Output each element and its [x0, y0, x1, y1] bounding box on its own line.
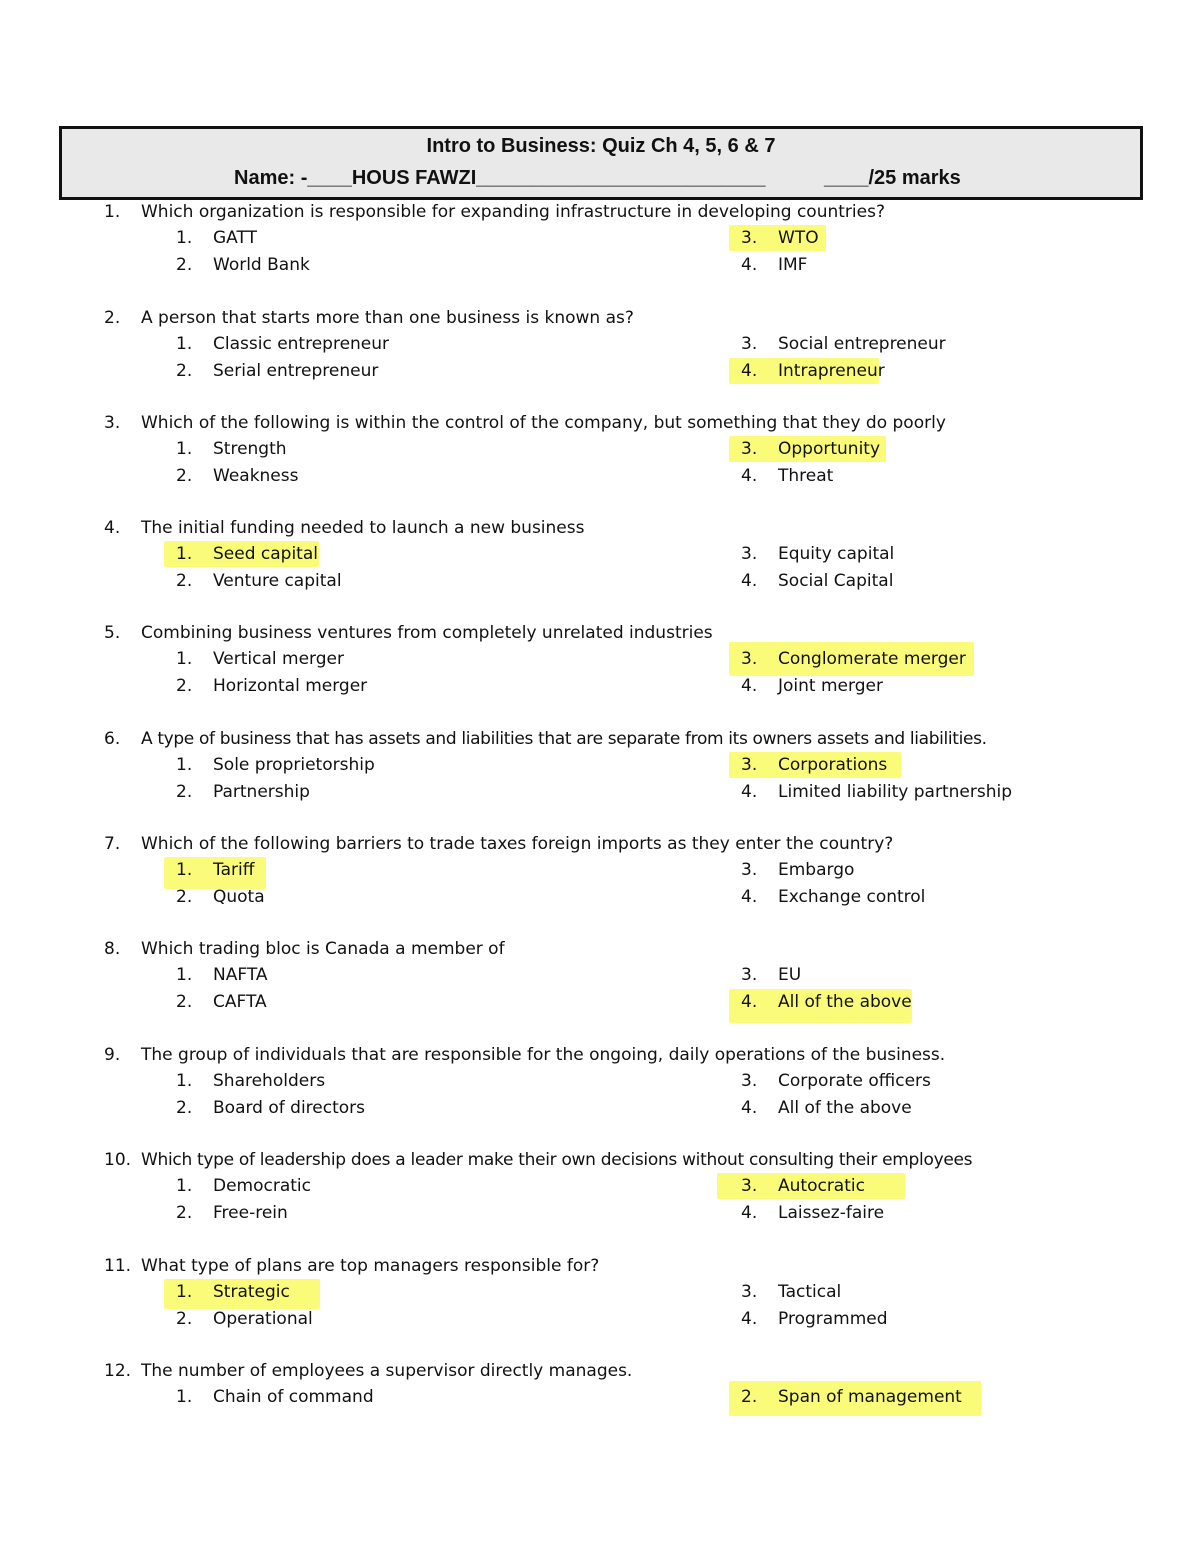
option-text: CAFTA: [213, 992, 267, 1012]
question-11: [0, 1253, 1200, 1353]
option-text: Social entrepreneur: [778, 334, 946, 354]
option-2-highlighted: [729, 1381, 981, 1416]
option-1-highlighted: [164, 1279, 320, 1309]
option-text: Joint merger: [778, 676, 883, 696]
question-text: Which organization is responsible for expanding infrastructure in developing countries?: [141, 202, 885, 222]
option-number: 1.: [176, 1387, 193, 1407]
option-number: 3.: [741, 649, 758, 669]
option-3-highlighted: [729, 225, 826, 251]
question-number: 6.: [104, 729, 121, 749]
question-10: [0, 1147, 1200, 1247]
option-text: All of the above: [778, 1098, 912, 1118]
option-text: All of the above: [778, 992, 912, 1012]
option-number: 2.: [176, 887, 193, 907]
question-text: The group of individuals that are responsible for the ongoing, daily operations of the business.: [141, 1045, 946, 1065]
option-text: Classic entrepreneur: [213, 334, 390, 354]
option-number: 1.: [176, 544, 193, 564]
option-number: 3.: [741, 228, 758, 248]
question-6: [0, 726, 1200, 826]
option-number: 3.: [741, 860, 758, 880]
option-text: Quota: [213, 887, 265, 907]
option-text: Limited liability partnership: [778, 782, 1012, 802]
option-text: Shareholders: [213, 1071, 326, 1091]
option-number: 2.: [176, 466, 193, 486]
question-number: 10.: [104, 1150, 132, 1170]
option-number: 2.: [176, 992, 193, 1012]
option-number: 3.: [741, 439, 758, 459]
option-text: Corporations: [778, 755, 888, 775]
question-number: 7.: [104, 834, 121, 854]
question-text: The number of employees a supervisor directly manages.: [141, 1361, 633, 1381]
option-1-highlighted: [164, 541, 319, 567]
option-text: NAFTA: [213, 965, 268, 985]
question-text: Which trading bloc is Canada a member of: [141, 939, 505, 959]
question-2: [0, 305, 1200, 405]
option-number: 3.: [741, 544, 758, 564]
option-text: GATT: [213, 228, 257, 248]
option-number: 2.: [176, 782, 193, 802]
option-number: 4.: [741, 1309, 758, 1329]
question-text: What type of plans are top managers responsible for?: [141, 1256, 600, 1276]
option-number: 1.: [176, 334, 193, 354]
option-text: Partnership: [213, 782, 310, 802]
option-text: Strength: [213, 439, 287, 459]
option-number: 1.: [176, 755, 193, 775]
option-text: IMF: [778, 255, 808, 275]
option-text: Laissez-faire: [778, 1203, 885, 1223]
option-number: 4.: [741, 992, 758, 1012]
option-number: 3.: [741, 755, 758, 775]
option-3-highlighted: [717, 1173, 905, 1199]
option-number: 2.: [176, 1098, 193, 1118]
option-text: Equity capital: [778, 544, 895, 564]
question-text: A type of business that has assets and liabilities that are separate from its owners assets and liabilities.: [141, 729, 987, 749]
question-number: 8.: [104, 939, 121, 959]
question-7: [0, 831, 1200, 931]
question-text: The initial funding needed to launch a new business: [141, 518, 585, 538]
option-number: 2.: [176, 361, 193, 381]
option-number: 2.: [176, 571, 193, 591]
option-text: Conglomerate merger: [778, 649, 966, 669]
option-number: 4.: [741, 1203, 758, 1223]
question-number: 4.: [104, 518, 121, 538]
option-number: 4.: [741, 676, 758, 696]
question-text: Which of the following is within the control of the company, but something that they do poorly: [141, 413, 946, 433]
option-text: Free-rein: [213, 1203, 288, 1223]
option-number: 4.: [741, 1098, 758, 1118]
option-text: Programmed: [778, 1309, 888, 1329]
option-number: 1.: [176, 439, 193, 459]
option-number: 1.: [176, 1176, 193, 1196]
option-text: Tactical: [778, 1282, 842, 1302]
option-number: 3.: [741, 1071, 758, 1091]
option-text: Horizontal merger: [213, 676, 368, 696]
option-number: 4.: [741, 571, 758, 591]
option-number: 2.: [176, 1309, 193, 1329]
option-number: 1.: [176, 1071, 193, 1091]
option-text: Operational: [213, 1309, 313, 1329]
question-12: [0, 1358, 1200, 1458]
question-text: A person that starts more than one business is known as?: [141, 308, 634, 328]
option-4-highlighted: [729, 358, 885, 384]
option-text: Threat: [778, 466, 834, 486]
option-text: Social Capital: [778, 571, 894, 591]
option-number: 4.: [741, 887, 758, 907]
option-number: 3.: [741, 965, 758, 985]
option-number: 1.: [176, 649, 193, 669]
option-3-highlighted: [729, 752, 901, 778]
question-number: 1.: [104, 202, 121, 222]
question-8: [0, 936, 1200, 1036]
option-number: 2.: [176, 676, 193, 696]
option-text: Chain of command: [213, 1387, 374, 1407]
option-text: Corporate officers: [778, 1071, 931, 1091]
option-number: 1.: [176, 228, 193, 248]
option-text: Democratic: [213, 1176, 311, 1196]
option-number: 3.: [741, 334, 758, 354]
question-text: Combining business ventures from completely unrelated industries: [141, 623, 713, 643]
option-number: 1.: [176, 965, 193, 985]
question-number: 3.: [104, 413, 121, 433]
option-number: 3.: [741, 1282, 758, 1302]
option-number: 3.: [741, 1176, 758, 1196]
option-text: Intrapreneur: [778, 361, 885, 381]
option-number: 2.: [741, 1387, 758, 1407]
option-3-highlighted: [729, 642, 974, 676]
option-text: Autocratic: [778, 1176, 865, 1196]
quiz-header: [59, 126, 1143, 200]
question-number: 5.: [104, 623, 121, 643]
option-number: 4.: [741, 466, 758, 486]
option-3-highlighted: [729, 436, 886, 462]
question-1: [0, 199, 1200, 299]
option-4-highlighted: [729, 989, 912, 1023]
question-text: Which type of leadership does a leader make their own decisions without consulting their employees: [141, 1150, 973, 1170]
option-text: Opportunity: [778, 439, 881, 459]
option-text: Seed capital: [213, 544, 318, 564]
question-number: 9.: [104, 1045, 121, 1065]
option-number: 1.: [176, 1282, 193, 1302]
option-text: WTO: [778, 228, 819, 248]
option-number: 1.: [176, 860, 193, 880]
question-3: [0, 410, 1200, 510]
option-text: Sole proprietorship: [213, 755, 375, 775]
marks-line: ____/25 marks: [824, 167, 961, 189]
option-number: 4.: [741, 255, 758, 275]
question-4: [0, 515, 1200, 615]
question-number: 11.: [104, 1256, 132, 1276]
option-text: Serial entrepreneur: [213, 361, 379, 381]
question-text: Which of the following barriers to trade taxes foreign imports as they enter the country?: [141, 834, 894, 854]
question-number: 2.: [104, 308, 121, 328]
option-text: Embargo: [778, 860, 855, 880]
option-text: World Bank: [213, 255, 310, 275]
option-text: Exchange control: [778, 887, 926, 907]
option-text: Vertical merger: [213, 649, 344, 669]
option-number: 2.: [176, 1203, 193, 1223]
quiz-title: Intro to Business: Quiz Ch 4, 5, 6 & 7: [426, 135, 776, 157]
option-number: 4.: [741, 782, 758, 802]
student-name-line: Name: -____HOUS FAWZI__________________________: [234, 167, 766, 189]
question-number: 12.: [104, 1361, 132, 1381]
option-text: Strategic: [213, 1282, 290, 1302]
option-text: Board of directors: [213, 1098, 366, 1118]
option-number: 2.: [176, 255, 193, 275]
question-9: [0, 1042, 1200, 1142]
option-text: Tariff: [213, 860, 255, 880]
question-5: [0, 620, 1200, 720]
option-number: 4.: [741, 361, 758, 381]
option-text: EU: [778, 965, 802, 985]
option-text: Weakness: [213, 466, 299, 486]
option-text: Span of management: [778, 1387, 962, 1407]
option-text: Venture capital: [213, 571, 342, 591]
